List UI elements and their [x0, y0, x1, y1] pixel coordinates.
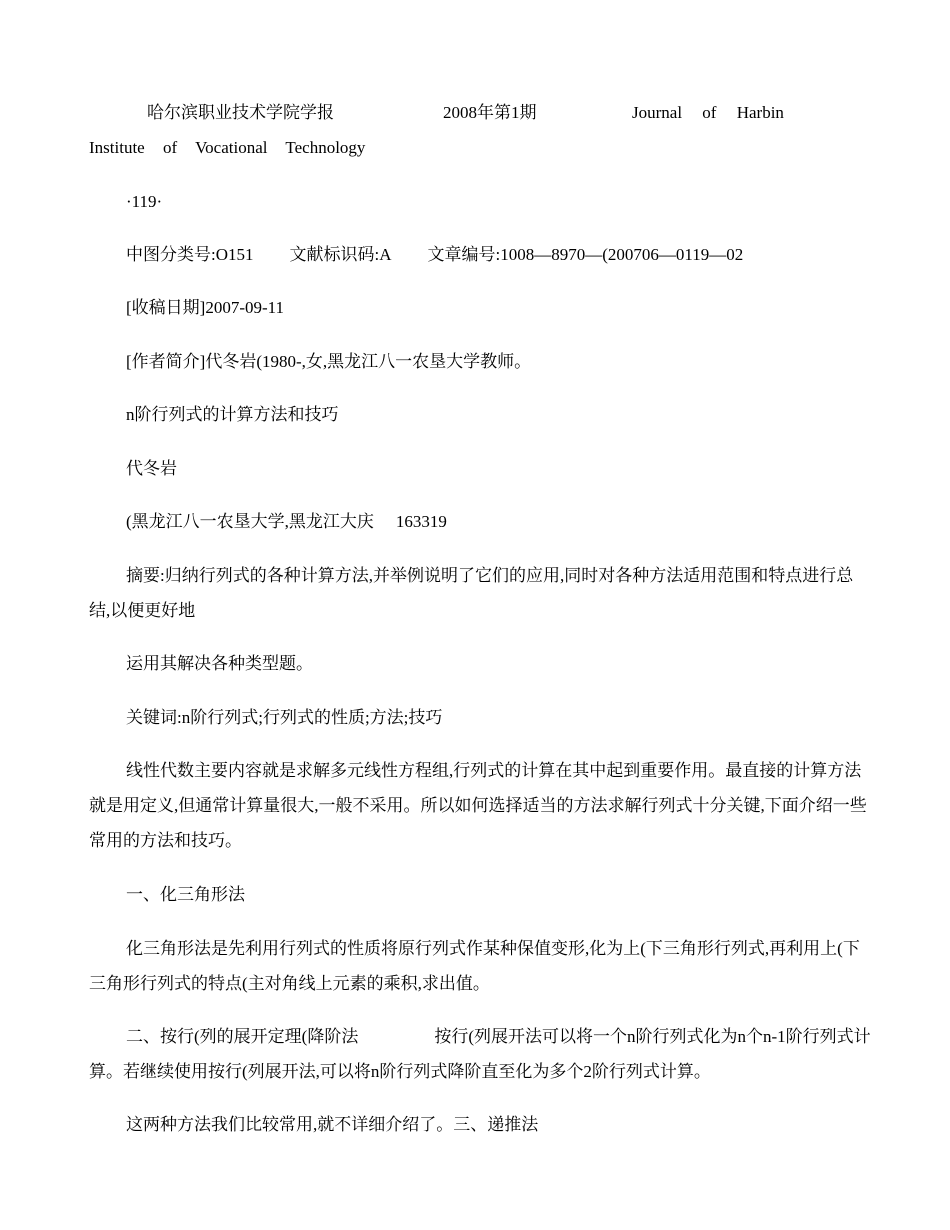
- article-title: n阶行列式的计算方法和技巧: [126, 405, 339, 424]
- author-name: 代冬岩: [126, 459, 177, 478]
- section2-body: 按行(列展开法可以将一个n阶行列式化为n个n-1阶行列式计算。若继续使用按行(列展开法,可以将n阶行列式降阶直至化为多个2阶行列式计算。: [89, 1027, 871, 1081]
- abstract-part2: 运用其解决各种类型题。: [126, 654, 313, 673]
- issue-label: 2008年第1期: [443, 103, 537, 122]
- section2-heading: 二、按行(列的展开定理(降阶法: [126, 1027, 359, 1046]
- section1-body: 化三角形法是先利用行列式的性质将原行列式作某种保值变形,化为上(下三角形行列式,再利用上(下三角形行列式的特点(主对角线上元素的乘积,求出值。: [89, 939, 860, 993]
- document-code: 文献标识码:A: [289, 245, 392, 264]
- abstract-part1: 摘要:归纳行列式的各种计算方法,并举例说明了它们的应用,同时对各种方法适用范围和特点进行总结,以便更好地: [89, 566, 854, 620]
- affiliation-postcode: 163319: [395, 512, 447, 531]
- journal-name-en-line2: Institute of Vocational Technology: [89, 138, 366, 157]
- author-bio: [作者简介]代冬岩(1980-,女,黑龙江八一农垦大学教师。: [126, 352, 532, 371]
- article-number: 文章编号:1008—8970—(200706—0119—02: [427, 245, 744, 264]
- affiliation-name: (黑龙江八一农垦大学,黑龙江大庆: [126, 512, 374, 531]
- received-date: [收稿日期]2007-09-11: [126, 298, 285, 317]
- intro-paragraph: 线性代数主要内容就是求解多元线性方程组,行列式的计算在其中起到重要作用。最直接的计算方法就是用定义,但通常计算量很大,一般不采用。所以如何选择适当的方法求解行列式十分关键,下面介绍一些常用的方法和技巧。: [89, 761, 867, 850]
- journal-name-en-line1: Journal of Harbin: [632, 103, 784, 122]
- classification-line: [89, 237, 874, 272]
- affiliation: [89, 504, 874, 539]
- closing-paragraph: 这两种方法我们比较常用,就不详细介绍了。三、递推法: [126, 1115, 539, 1134]
- page-number: ·119·: [126, 192, 163, 211]
- keywords: 关键词:n阶行列式;行列式的性质;方法;技巧: [126, 708, 443, 727]
- clc-number: 中图分类号:O151: [126, 245, 254, 264]
- journal-name-cn: 哈尔滨职业技术学院学报: [147, 103, 334, 122]
- section2-paragraph: [89, 1019, 874, 1089]
- journal-header: [89, 95, 874, 165]
- journal-header-row: [89, 95, 874, 130]
- section1-heading: 一、化三角形法: [126, 885, 245, 904]
